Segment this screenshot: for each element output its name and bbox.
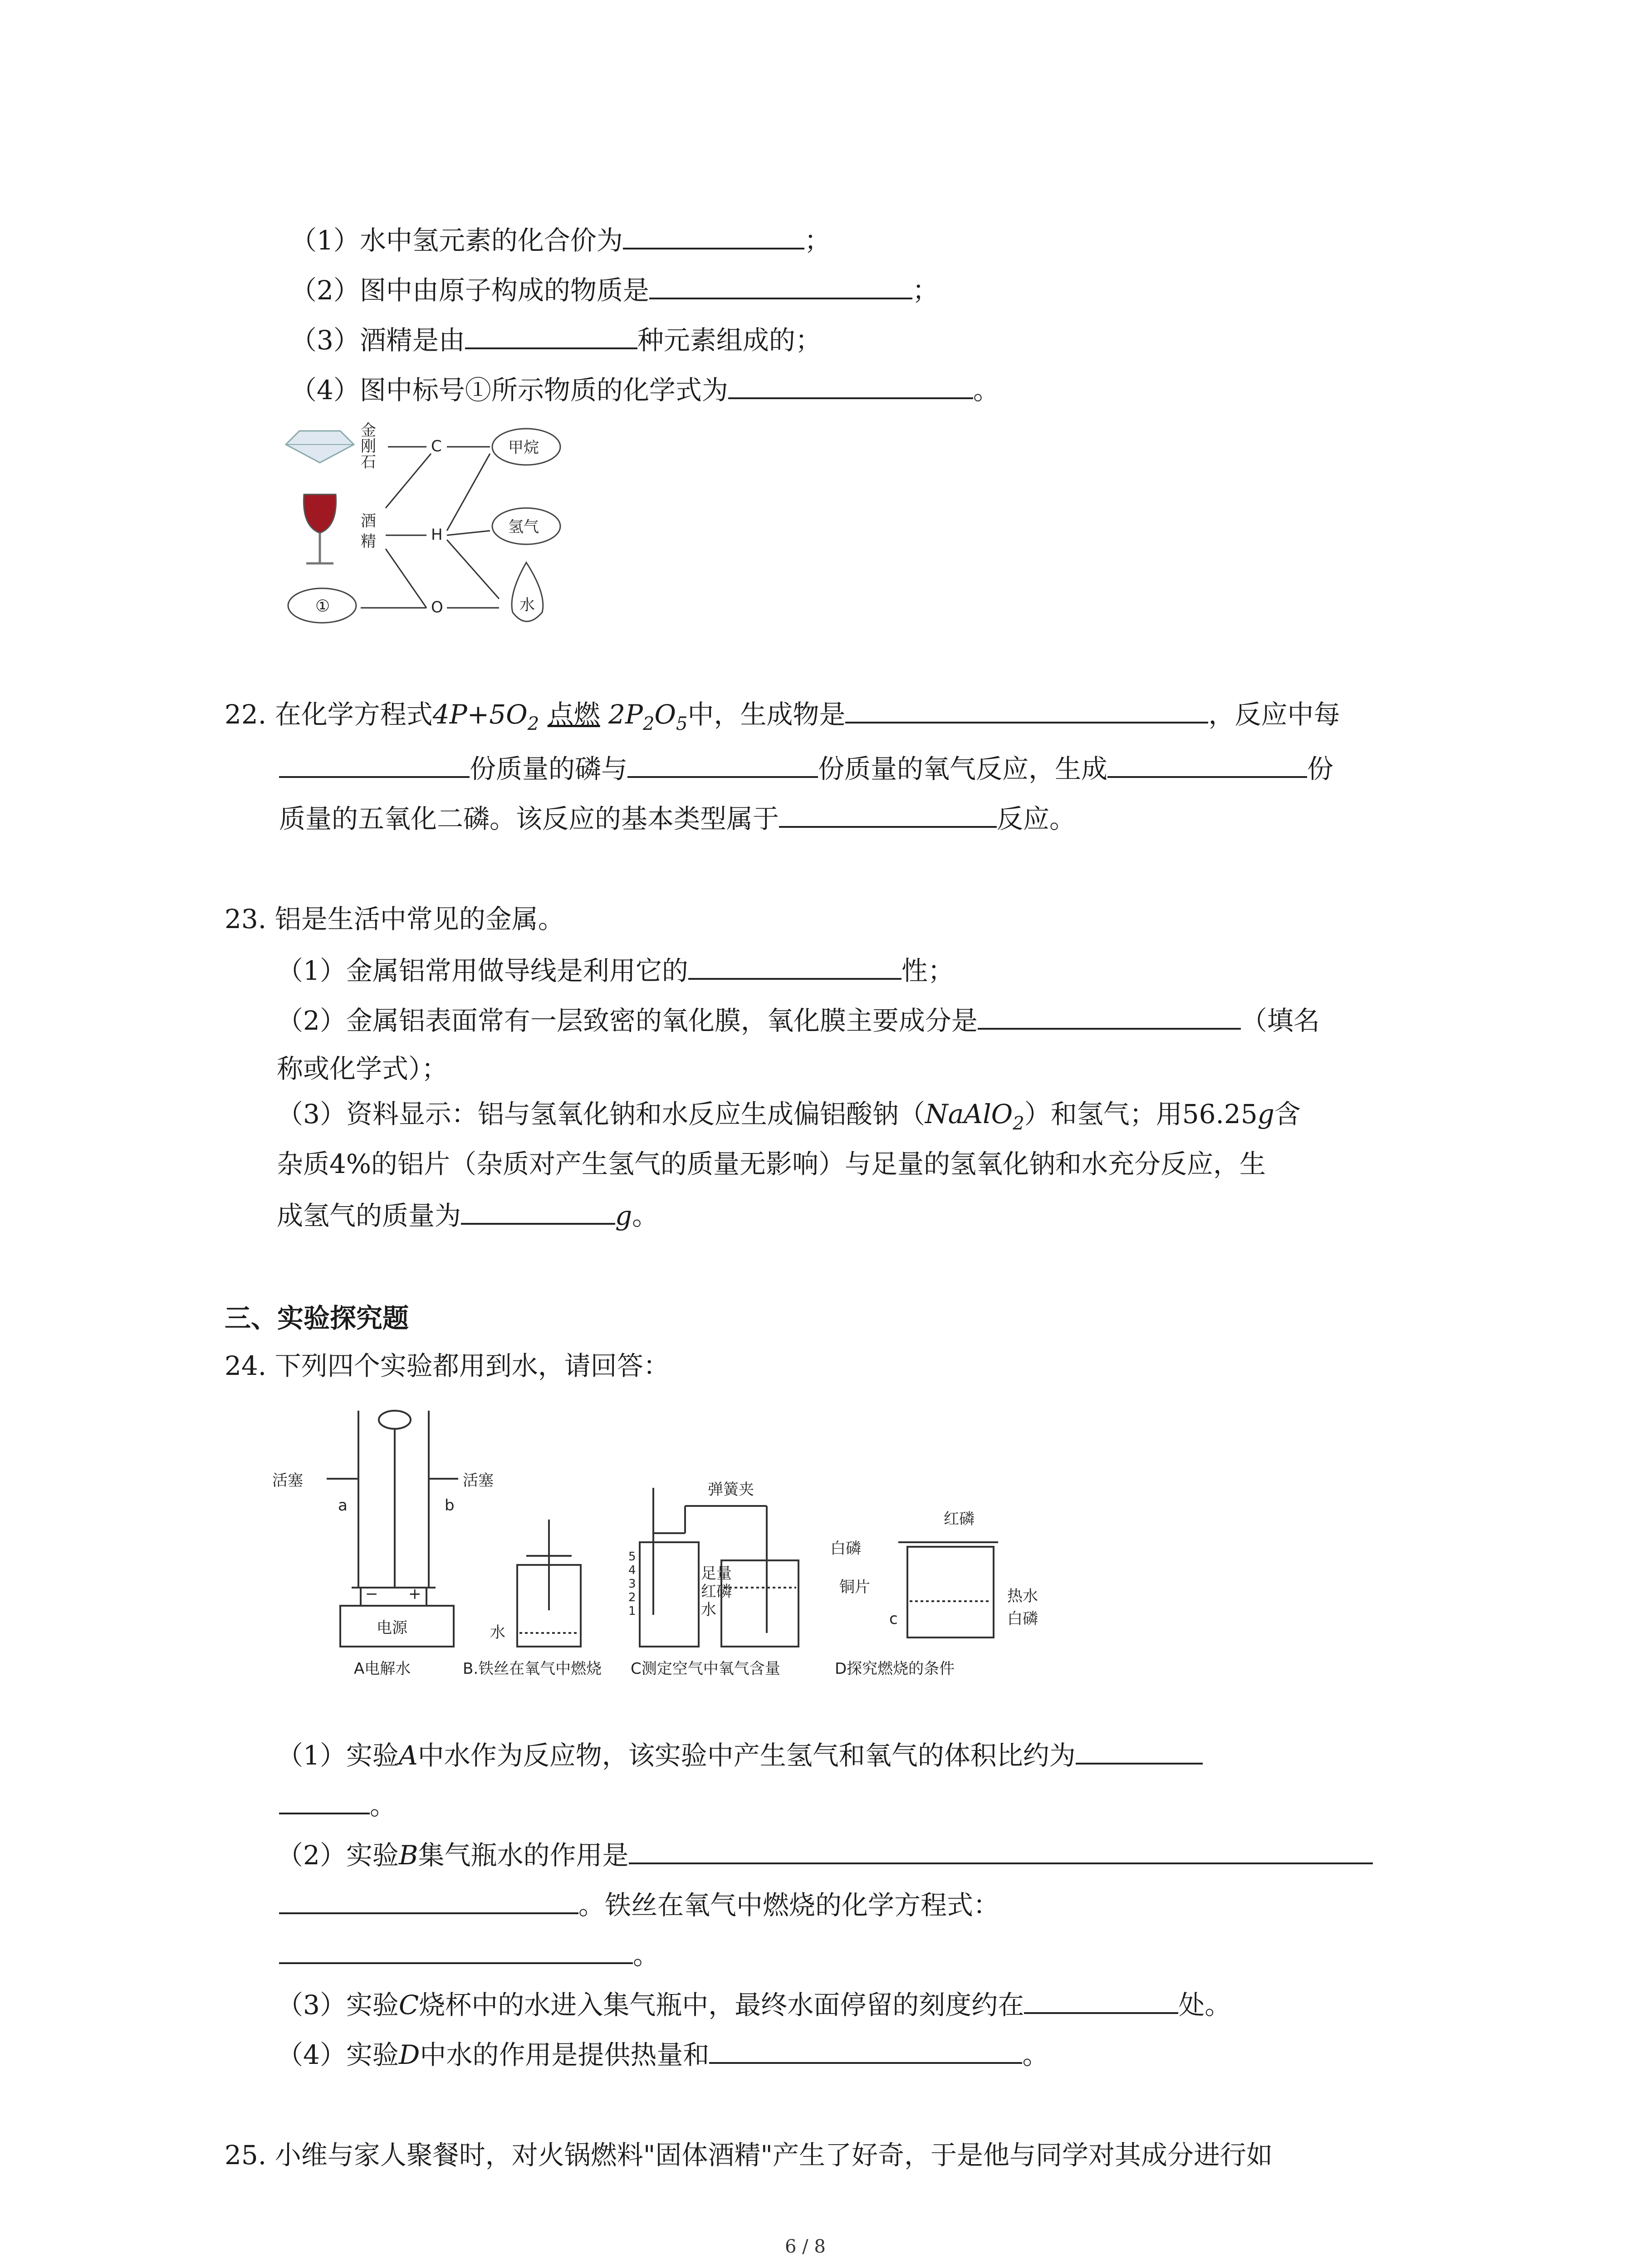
scale-5: 5: [628, 1550, 636, 1564]
q24-item-4: （4）实验D中水的作用是提供热量和 。: [277, 2037, 1048, 2071]
answer-blank[interactable]: [279, 1787, 370, 1814]
scale-3: 3: [628, 1577, 636, 1591]
answer-blank[interactable]: [279, 1887, 578, 1914]
label-hot-water: 热水: [1007, 1587, 1038, 1605]
q24-item-1-cont: 。: [279, 1787, 396, 1822]
label-copper-sheet: 铜片: [839, 1578, 870, 1596]
diamond-icon: [286, 431, 354, 463]
element-h: H: [431, 526, 443, 544]
label-alcohol-1: 酒: [361, 512, 376, 530]
q24-experiments-figure: [272, 1397, 1043, 1715]
label-red-phosphorus: 红磷: [701, 1583, 732, 1601]
label-alcohol-2: 精: [361, 533, 376, 551]
element-c: C: [431, 437, 442, 455]
q21-item-4: （4）图中标号①所示物质的化学式为 。: [290, 372, 999, 406]
q25-stem: 25. 小维与家人聚餐时，对火锅燃料"固体酒精"产生了好奇，于是他与同学对其成分进行如: [225, 2140, 1273, 2170]
answer-blank[interactable]: [627, 751, 818, 778]
q21-relation-diagram: [281, 417, 590, 644]
q23-item-1: （1）金属铝常用做导线是利用它的 性；: [277, 953, 954, 987]
iron-combustion-bottle: [517, 1520, 581, 1647]
answer-blank[interactable]: [623, 222, 804, 249]
q22-line-2: 份质量的磷与 份质量的氧气反应，生成 份: [279, 751, 1333, 785]
answer-blank[interactable]: [1076, 1737, 1203, 1765]
q21-item-1: （1）水中氢元素的化合价为 ；: [290, 222, 831, 257]
q23-stem: 23. 铝是生活中常见的金属。: [225, 904, 564, 934]
q21-item-3: （3）酒精是由 种元素组成的；: [290, 322, 822, 357]
answer-blank[interactable]: [845, 696, 1208, 723]
q24-item-2-cont: 。铁丝在氧气中燃烧的化学方程式：: [279, 1887, 999, 1921]
caption-b: B.铁丝在氧气中燃烧: [463, 1660, 602, 1678]
answer-blank[interactable]: [279, 1937, 633, 1964]
label-hydrogen: 氢气: [508, 518, 539, 536]
answer-blank[interactable]: [728, 372, 973, 399]
label-plus: +: [408, 1585, 421, 1603]
q22-line-3: 质量的五氧化二磷。该反应的基本类型属于 反应。: [279, 801, 1076, 835]
q23-item-2: （2）金属铝表面常有一层致密的氧化膜，氧化膜主要成分是 （填名: [277, 1002, 1320, 1037]
label-a: a: [338, 1496, 348, 1515]
q23-item-3-cont: 杂质4%的铝片（杂质对产生氢气的质量无影响）与足量的氢氧化钠和水充分反应，生: [277, 1149, 1266, 1179]
label-diamond-3: 石: [361, 453, 376, 471]
answer-blank[interactable]: [1024, 1987, 1178, 2014]
q22-line-1: 22. 在化学方程式$4P+5O_2$ 点燃 $2P_2O_5$中，生成物是 ，反应中每: [225, 696, 1340, 740]
element-o: O: [431, 598, 443, 616]
q24-item-1: （1）实验A中水作为反应物，该实验中产生氢气和氧气的体积比约为: [277, 1737, 1203, 1772]
scale-2: 2: [628, 1591, 636, 1604]
page-number: 6 / 8: [785, 2236, 826, 2257]
q24-item-3: （3）实验C烧杯中的水进入集气瓶中，最终水面停留的刻度约在 处。: [277, 1987, 1231, 2021]
answer-blank[interactable]: [1107, 751, 1307, 778]
scale-1: 1: [628, 1604, 636, 1618]
label-white-phosphorus-d: 白磷: [1007, 1610, 1038, 1628]
wine-glass-icon: [304, 494, 336, 563]
connector-lines: [361, 447, 499, 608]
q24-stem: 24. 下列四个实验都用到水，请回答：: [225, 1350, 670, 1381]
q21-item-2: （2）图中由原子构成的物质是 ；: [290, 272, 939, 307]
answer-blank[interactable]: [779, 801, 997, 828]
label-clip: 弹簧夹: [708, 1481, 754, 1499]
label-methane: 甲烷: [508, 439, 539, 457]
q24-item-2-cont2: 。: [279, 1937, 659, 1971]
label-diamond-1: 金: [361, 421, 376, 440]
label-water: 水: [519, 596, 535, 614]
label-valve-left: 活塞: [272, 1471, 303, 1490]
label-valve-right: 活塞: [463, 1471, 494, 1490]
answer-blank[interactable]: [461, 1198, 615, 1225]
section-heading: 三、实验探究题: [225, 1303, 409, 1334]
label-enough: 足量: [701, 1564, 732, 1583]
label-diamond-2: 刚: [361, 437, 376, 455]
unknown-label: ①: [315, 597, 330, 616]
answer-blank[interactable]: [279, 751, 470, 778]
label-power: 电源: [377, 1619, 407, 1637]
label-water-c: 水: [701, 1601, 716, 1619]
label-minus: −: [365, 1585, 378, 1603]
reaction-condition: 点燃: [547, 699, 600, 730]
answer-blank[interactable]: [649, 272, 912, 299]
q23-item-3: （3）资料显示：铝与氢氧化钠和水反应生成偏铝酸钠（NaAlO$_2$）和氢气；用56.25g含: [277, 1099, 1301, 1134]
caption-c: C测定空气中氧气含量: [631, 1660, 780, 1678]
label-white-phosphorus: 白磷: [830, 1540, 861, 1558]
label-b: b: [445, 1496, 455, 1515]
caption-a: A电解水: [354, 1660, 411, 1678]
scale-4: 4: [628, 1564, 636, 1577]
label-water-b: 水: [490, 1623, 505, 1642]
q23-item-3-cont2: 成氢气的质量为 g。: [277, 1198, 658, 1232]
answer-blank[interactable]: [978, 1002, 1241, 1030]
q23-item-2-cont: 称或化学式）；: [277, 1053, 448, 1084]
answer-blank[interactable]: [709, 2037, 1022, 2064]
label-red-phosphorus-d: 红磷: [944, 1510, 975, 1528]
electrolysis-apparatus: [327, 1411, 458, 1647]
answer-blank[interactable]: [629, 1837, 1373, 1864]
answer-blank[interactable]: [465, 322, 637, 349]
q24-item-2: （2）实验B集气瓶水的作用是: [277, 1837, 1373, 1872]
combustion-conditions-setup: [898, 1542, 998, 1637]
answer-blank[interactable]: [688, 953, 901, 980]
label-c: c: [889, 1610, 898, 1628]
caption-d: D探究燃烧的条件: [835, 1660, 955, 1678]
